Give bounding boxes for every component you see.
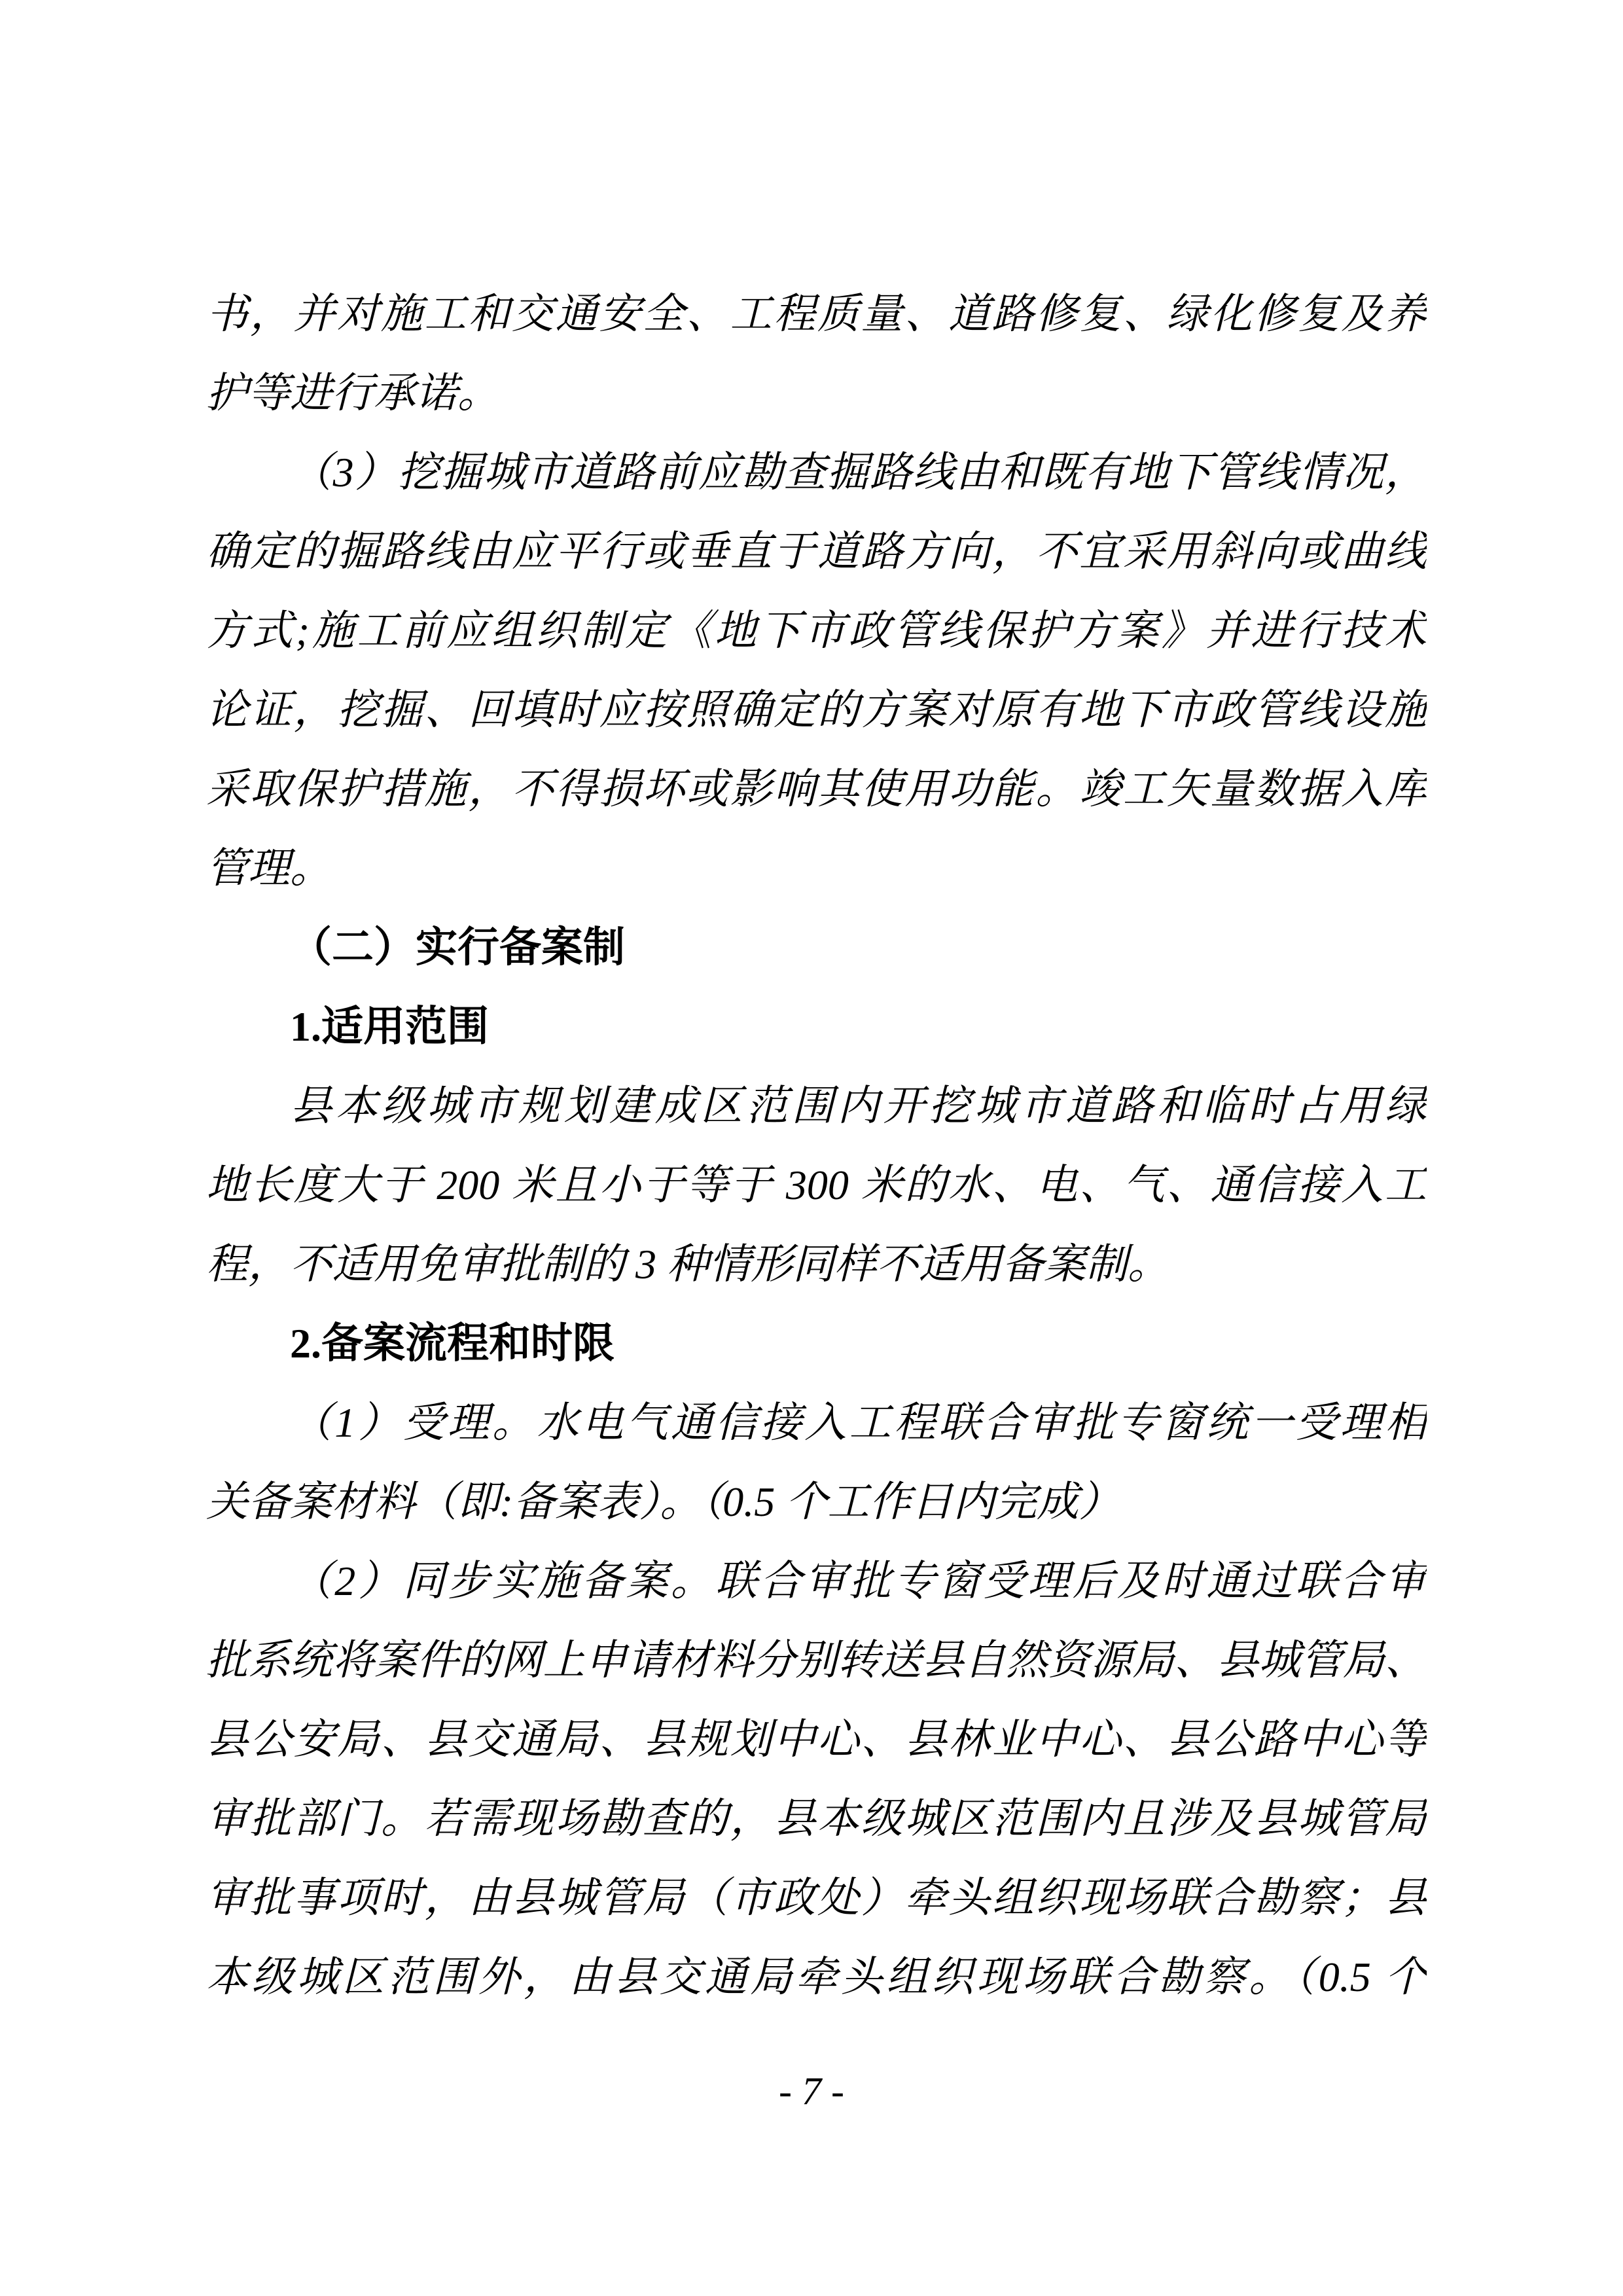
body-line: 本级城区范围外，由县交通局牵头组织现场联合勘察。（0.5 个 xyxy=(206,1954,1427,2000)
body-line: （1）受理。水电气通信接入工程联合审批专窗统一受理相 xyxy=(290,1399,1427,1446)
body-line: 审批部门。若需现场勘查的，县本级城区范围内且涉及县城管局 xyxy=(206,1795,1427,1842)
body-line: 护等进行承诺。 xyxy=(206,370,499,416)
body-line: 程，不适用免审批制的 3 种情形同样不适用备案制。 xyxy=(206,1241,1169,1287)
body-line: 方式;施工前应组织制定《地下市政管线保护方案》并进行技术 xyxy=(206,607,1427,654)
body-line: 论证，挖掘、回填时应按照确定的方案对原有地下市政管线设施 xyxy=(206,687,1427,733)
body-line: 管理。 xyxy=(206,845,332,891)
body-line: 审批事项时，由县城管局（市政处）牵头组织现场联合勘察；县 xyxy=(206,1874,1427,1921)
body-line: 采取保护措施，不得损坏或影响其使用功能。竣工矢量数据入库 xyxy=(206,766,1427,812)
subsection-heading: 1.适用范围 xyxy=(290,1003,489,1050)
body-line: 确定的掘路线由应平行或垂直于道路方向，不宜采用斜向或曲线 xyxy=(206,528,1427,575)
body-line: 关备案材料（即:备案表）。（0.5 个工作日内完成） xyxy=(206,1479,1121,1525)
body-line: 书，并对施工和交通安全、工程质量、道路修复、绿化修复及养 xyxy=(206,291,1427,337)
body-line: 地长度大于 200 米且小于等于 300 米的水、电、气、通信接入工 xyxy=(206,1162,1427,1208)
document-body xyxy=(206,274,1427,2017)
body-line: （3）挖掘城市道路前应勘查掘路线由和既有地下管线情况， xyxy=(290,449,1427,495)
subsection-heading: 2.备案流程和时限 xyxy=(290,1320,615,1367)
page-number: - 7 - xyxy=(779,2070,844,2113)
body-line: 批系统将案件的网上申请材料分别转送县自然资源局、县城管局、 xyxy=(206,1637,1427,1683)
section-heading: （二）实行备案制 xyxy=(290,924,625,971)
body-line: 县公安局、县交通局、县规划中心、县林业中心、县公路中心等 xyxy=(206,1716,1427,1763)
body-line: （2）同步实施备案。联合审批专窗受理后及时通过联合审 xyxy=(290,1558,1427,1604)
page-footer xyxy=(0,2052,1623,2131)
body-line: 县本级城市规划建成区范围内开挖城市道路和临时占用绿 xyxy=(290,1083,1427,1129)
